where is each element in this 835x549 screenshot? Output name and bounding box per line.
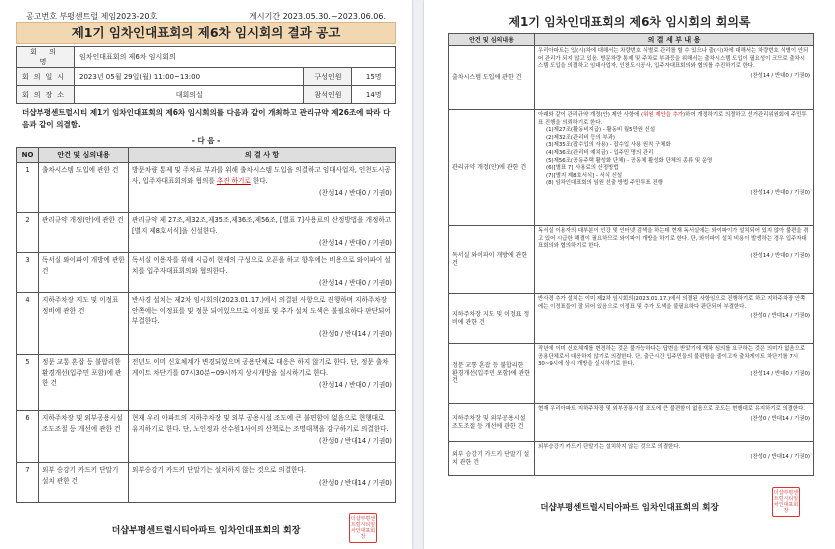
row-vote: (찬성0 / 반대14 / 기권0) <box>750 453 810 460</box>
row-detail-text: 반사경 추가 설치는 이미 제2차 임시회의(2023.01.17.)에서 의결된 사항임으로 진행하기로 하고 지하주차장 안쪽에는 이정표들이 잘 되어 있음으로 이정표 및 추가 도색을 불필요하다 판단되어 부결한다. <box>538 296 806 310</box>
clause-item: (7)[별지 제8호서식] - 서식 신설 <box>546 172 623 179</box>
meeting-name-label: 회 의 명 <box>17 47 75 68</box>
clause-item: (3)제35조(잡수입의 사용) - 잡수입 사용 원칙 구체화 <box>546 142 671 149</box>
row-vote: (찬성14 / 반대0 / 기권0) <box>750 72 810 79</box>
row-item: 독서실 와이파이 개방에 관한 건 <box>449 226 535 294</box>
col-no: NO <box>17 148 39 163</box>
clause-item: (5)제56조(공동주택 활성화 단체) - 공동체 활성화 단체의 종류 및 운영 <box>546 157 713 164</box>
row-vote: (찬성0 / 반대14 / 기권0) <box>750 313 810 320</box>
row-detail-post: 하여 개정하기로 의결하고 선거관리위원회에 주민투표 진행을 의뢰하기로 한다. <box>538 112 807 126</box>
row-item: 출차시스템 도입에 관한 건 <box>449 46 535 110</box>
table-row <box>449 442 814 476</box>
row-detail <box>535 344 814 404</box>
row-result <box>129 163 396 213</box>
row-detail <box>535 404 814 442</box>
meeting-place: 대회의실 <box>75 86 304 104</box>
row-detail <box>535 46 814 110</box>
row-item: 독서실 와이파이 개방에 관한 건 <box>39 253 129 293</box>
row-no: 5 <box>17 355 39 411</box>
table-row <box>17 355 396 411</box>
row-item: 외부 승강기 카드키 단말기 설치 관한 건 <box>449 442 535 476</box>
row-result <box>129 411 396 463</box>
row-result-text: 현재 우리 아파트의 지하주차장 및 외부 공용시설 조도에 큰 불편함이 없음으로 현행대로 유지하기로 한다. 단, 노인정과 산수원1사이의 산책로는 조명대책을 강구하기로 의결한다. <box>132 414 389 433</box>
row-detail-text: 우리아파트는 입(시)차에 대해서는 차량번호 식별로 관리를 할 수 있으나 출(시)차에 대해서는 차량번호 식별이 안되어 관리가 되지 않고 있음. 방문차량 통제 및 주차료 부과등을 위해서는 출차시스템 도입이 필요성이 크므로 출차시스템 도입을 의결하고 임대사업자, 인천도시공사, 입주자대표회의와 협의를 추진하기로 한다. <box>538 48 809 70</box>
col-item: 안건 및 심의내용 <box>449 34 535 46</box>
members-label: 구성인원 <box>304 68 352 86</box>
official-seal: 더샵부평센트럴시티임차인대표회장 <box>772 487 800 517</box>
row-vote: (찬성0 / 반대14 / 기권0) <box>750 415 810 422</box>
clause-item: (8) 임차인대표회의 임원 선출 방법 주민투표 진행 <box>546 180 663 187</box>
signature-line: 더샵부평센트럴시티아파트 임차인대표회의 회장 <box>540 503 719 513</box>
row-detail <box>535 294 814 344</box>
notice-title: 제1기 임차인대표회의 제6차 임시회의 결과 공고 <box>16 22 396 44</box>
attend-count: 14명 <box>352 86 396 104</box>
row-item: 지하주차장 지도 및 이정표 정비에 관한 건 <box>449 294 535 344</box>
table-row <box>449 294 814 344</box>
posting-period: 게시기간 2023.05.30.~2023.06.06. <box>249 12 386 21</box>
row-no: 6 <box>17 411 39 463</box>
row-result <box>129 253 396 293</box>
row-vote: (찬성0 / 반대14 / 기권0) <box>319 437 392 445</box>
meeting-datetime: 2023년 05월 29일(월) 11:00~13:00 <box>75 68 304 86</box>
row-vote: (찬성14 / 반대0 / 기권0) <box>319 279 392 287</box>
col-result: 의 결 사 항 <box>129 148 396 163</box>
row-vote: (찬성0 / 반대14 / 기권0) <box>319 478 392 487</box>
row-result-text: 독서실 이용자를 위해 시급히 현재의 구성으로 오픈을 하고 향후에는 비용으로 와이파이 설치를 입주자대표회의와 협의한다. <box>132 256 391 275</box>
table-row <box>17 293 396 355</box>
notice-number: 공고번호 부평센트럴 제임2023-20호 <box>26 12 158 21</box>
row-detail-text: 현재 우리아파트 지하주차장 및 외부공용시설 조도에 큰 불편함이 없음으로 조도는 현행대로 유지하기로 의결한다. <box>538 406 806 412</box>
divider-text: - 다 음 - <box>191 136 221 145</box>
row-vote: (찬성14 / 반대0 / 기권0) <box>750 252 810 259</box>
row-result-text: 방문차량 통제 및 주차료 부과를 위해 출차시스템 도입을 의결하고 임대사업자, 인천도시공사, 입주자대표회의와 협의를 <box>132 166 391 185</box>
minutes-title: 제1기 임차인대표회의 제6차 임시회의 회의록 <box>508 15 751 29</box>
row-item: 지하주차장 지도 및 이정표 정비에 관한 건 <box>39 293 129 355</box>
table-row <box>449 46 814 110</box>
minutes-table <box>448 33 814 476</box>
row-vote: (찬성14 / 반대0 / 기권0) <box>750 189 810 196</box>
table-row <box>17 253 396 293</box>
row-vote: (찬성14 / 반대0 / 기권0) <box>319 189 392 197</box>
clause-item: (2)제32조(관리비 등의 부과) <box>546 134 615 141</box>
row-item: 정문 교통 혼잡 등 불합리한 환경개선(입주민 포함)에 관한 건 <box>449 344 535 404</box>
attend-label: 참석인원 <box>304 86 352 104</box>
row-no: 4 <box>17 293 39 355</box>
table-row <box>449 344 814 404</box>
row-detail-text: 외부승강기 카드키 단말기는 설치하지 않는 것으로 의결한다. <box>538 444 681 450</box>
official-seal: 더샵부평센트럴시티임차인대표회장 <box>349 513 377 543</box>
table-row <box>449 226 814 294</box>
row-item: 외부 승강기 카드키 단말기 설치 관한 건 <box>39 463 129 503</box>
datetime-label: 회의일시 <box>17 68 75 86</box>
row-result <box>129 293 396 355</box>
clause-item: (6)[별표 7] 사용료의 산정방법 <box>546 165 619 172</box>
row-result-tail: 한다. <box>250 176 268 185</box>
row-result <box>129 213 396 253</box>
row-result-text: 외부승강기 카드키 단말기는 설치하지 않는 것으로 의결한다. <box>132 466 306 474</box>
members-count: 15명 <box>352 68 396 86</box>
row-no: 2 <box>17 213 39 253</box>
row-result-text: 관리규약 제 27조,제32조,제35조,제36조,제56조, [별표 7]사용료의 산정방법을 개정하고 [별지 제8호서식]을 신설한다. <box>132 216 392 235</box>
signature-line: 더샵부평센트럴시티아파트 임차인대표회의 회장 <box>111 526 301 536</box>
clause-item: (1)제27조(활동비지급) - 활동비 월5만원 신설 <box>546 127 656 134</box>
row-item: 출차시스템 도입에 관한 건 <box>39 163 129 213</box>
row-item: 관리규약 개정(안)에 관한 건 <box>39 213 129 253</box>
row-detail-highlight: (위원 제안을 추가) <box>641 112 686 118</box>
row-vote: (찬성14 / 반대0 / 기권0) <box>319 239 392 247</box>
meeting-name: 임차인대표회의 제6차 임시회의 <box>75 47 396 68</box>
row-detail-text: 독서실 이용자의 대부분이 인강 및 인터넷 검색을 하는데 현재 독서실에는 와이파이가 설치되어 있지 않아 불편을 겪고 있어 시급한 해결이 필요하므로 와이파이 개방을 하기로 한다. 단, 와이파이 설치 비용이 발생하는 경우 입주자대표회의와 협의하기로 한다. <box>538 228 809 250</box>
row-result <box>129 463 396 503</box>
table-row <box>17 163 396 213</box>
place-label: 회의장소 <box>17 86 75 104</box>
row-detail <box>535 226 814 294</box>
col-detail: 의 결 세 부 내 용 <box>535 34 814 46</box>
row-item: 지하주차장 및 외부공용시설 조도조절 등 개선에 관한 건 <box>39 411 129 463</box>
table-row <box>17 411 396 463</box>
meeting-info-table <box>16 46 396 104</box>
row-detail-text: 작년에 이미 신호체계를 변경하는 것은 불가능하다는 답변을 받았기에 재차 심의를 요구하는 것은 의미가 없음으로 공용단체로서 대응하지 않기로 의결한다. 단, 출근시간 입주민들의 불편함을 줄이고자 출차게이트 차단기를 7시30~9시에 상시 개방을 실시하기로 한다. <box>538 346 806 368</box>
table-row <box>449 404 814 442</box>
row-detail-text: 아래와 같이 관리규약 개정(안) 제안 사항에 <box>538 112 642 118</box>
col-item: 안건 및 심의내용 <box>39 148 129 163</box>
table-row <box>17 213 396 253</box>
row-detail <box>535 442 814 476</box>
row-no: 1 <box>17 163 39 213</box>
row-item: 지하주차장 및 외부공용시설 조도조절 등 개선에 관한 건 <box>449 404 535 442</box>
row-no: 7 <box>17 463 39 503</box>
row-item: 정문 교통 혼잡 등 불합리한 환경개선(입주민 포함)에 관한 건 <box>39 355 129 411</box>
minutes-page <box>424 0 835 549</box>
row-detail <box>535 110 814 226</box>
row-result-text: 전년도 이미 신호체계가 변경되었으며 공용단체로 대응은 하지 않기로 한다. 단, 정문 출차게이트 차단기를 07시30분~09시까지 상시개방을 실시하기로 한다. <box>132 358 389 377</box>
row-no: 3 <box>17 253 39 293</box>
row-vote: (찬성14 / 반대0 / 기권0) <box>750 370 810 377</box>
row-result <box>129 355 396 411</box>
row-result-text: 반사경 설치는 제2차 임시회의(2023.01.17.)에서 의결된 사항으로 진행하며 지하주차장 안쪽에는 이정표를 및 정문 되어있으므로 이정표 및 추가 설치 도색은 불필요하다 판단되어 부결한다. <box>132 296 391 325</box>
result-table <box>16 147 396 503</box>
table-row <box>449 110 814 226</box>
row-item: 관리규약 개정(안)에 관한 건 <box>449 110 535 226</box>
row-vote: (찬성0 / 반대14 / 기권0) <box>319 329 392 338</box>
clause-item: (4)제36조(관리비 예치금) - 입주민 명의 관리 <box>546 149 654 156</box>
notice-intro: 더샵부평센트럴시티 제1기 임차인대표회의 제6차 임시회의를 다음과 같이 개최하고 관리규약 제26조에 따라 다음과 같이 의결함. <box>22 108 391 129</box>
table-row <box>17 463 396 503</box>
notice-page <box>0 0 412 549</box>
row-vote: (찬성14 / 반대0 / 기권0) <box>319 381 392 389</box>
row-result-highlight: 추진 하기로 <box>216 176 251 185</box>
